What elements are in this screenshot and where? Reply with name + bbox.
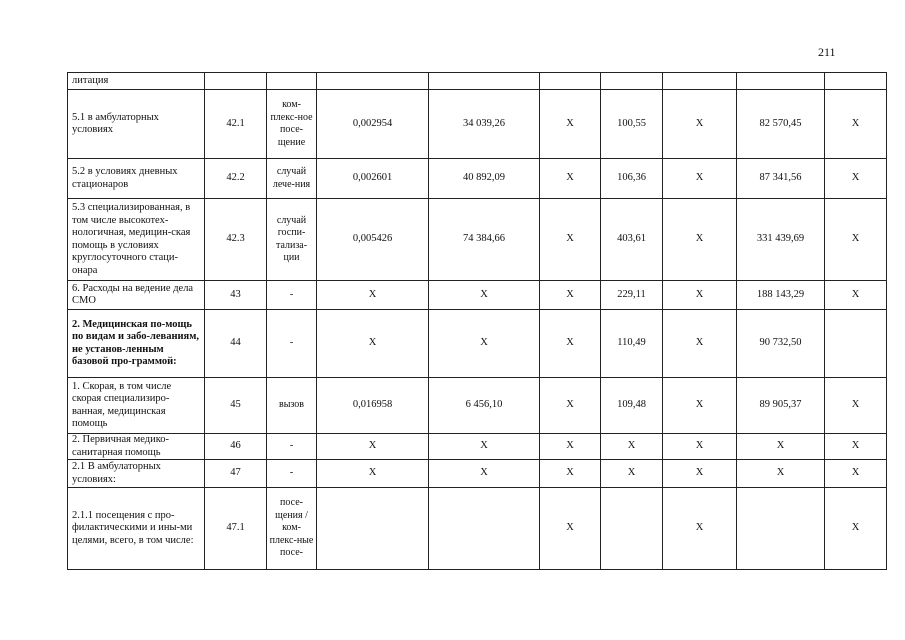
table-row [68,199,887,281]
cell: X [663,460,737,488]
row-name: литация [68,73,205,90]
cell: 0,016958 [317,378,429,434]
cell: 100,55 [601,90,663,159]
cell: X [825,159,887,199]
row-unit: - [267,460,317,488]
row-name: 2. Медицинская по-мощь по видам и забо-леваниям, не установ-ленным базовой про-граммой: [68,310,205,378]
cell: X [540,378,601,434]
row-code: 42.2 [205,159,267,199]
row-code: 42.1 [205,90,267,159]
table-row [68,310,887,378]
cell: X [540,434,601,460]
row-name: 5.3 специализированная, в том числе высокотех-нологичная, медицин-ская помощь в условиях круглосуточного стаци-онара [68,199,205,281]
row-code: 43 [205,281,267,310]
cell: X [737,460,825,488]
cell: X [825,460,887,488]
cell [601,73,663,90]
cell: X [663,488,737,570]
cell: 188 143,29 [737,281,825,310]
table-row [68,281,887,310]
cell: 89 905,37 [737,378,825,434]
row-unit: случай госпи-тализа-ции [267,199,317,281]
row-code: 46 [205,434,267,460]
cell [317,488,429,570]
cell: 331 439,69 [737,199,825,281]
cell: X [663,199,737,281]
cell: 87 341,56 [737,159,825,199]
cell: X [825,434,887,460]
cell: X [825,378,887,434]
cell: X [663,159,737,199]
cell: X [601,434,663,460]
cell: 82 570,45 [737,90,825,159]
row-code: 47.1 [205,488,267,570]
row-name: 2. Первичная медико-санитарная помощь [68,434,205,460]
cell: X [825,281,887,310]
cell: 90 732,50 [737,310,825,378]
row-code: 47 [205,460,267,488]
cell: X [825,90,887,159]
cell: 6 456,10 [429,378,540,434]
table-row [68,73,887,90]
cell: X [540,199,601,281]
cell: X [317,460,429,488]
row-unit: вызов [267,378,317,434]
row-unit: - [267,434,317,460]
row-name: 5.1 в амбулаторных условиях [68,90,205,159]
row-code: 45 [205,378,267,434]
row-unit: - [267,281,317,310]
page-number: 211 [818,45,836,59]
cell: 229,11 [601,281,663,310]
cell: 109,48 [601,378,663,434]
cell: X [663,434,737,460]
cell: X [540,460,601,488]
row-name: 5.2 в условиях дневных стационаров [68,159,205,199]
table-row [68,378,887,434]
cell: 40 892,09 [429,159,540,199]
cell: X [540,310,601,378]
cell: 0,005426 [317,199,429,281]
cell: X [601,460,663,488]
cell: X [429,310,540,378]
table-row [68,434,887,460]
cell: 110,49 [601,310,663,378]
cell: 74 384,66 [429,199,540,281]
cell: X [540,159,601,199]
cell: X [317,281,429,310]
cell [601,488,663,570]
cell: X [663,281,737,310]
row-unit: посе-щения / ком-плекс-ные посе- [267,488,317,570]
cell: X [540,90,601,159]
table-row [68,488,887,570]
row-unit: ком-плекс-ное посе-щение [267,90,317,159]
cell: X [663,310,737,378]
table-row [68,90,887,159]
row-code [205,73,267,90]
cell [317,73,429,90]
row-code: 44 [205,310,267,378]
cell: 34 039,26 [429,90,540,159]
cell [429,488,540,570]
cell: X [737,434,825,460]
cell: X [429,434,540,460]
cell [825,73,887,90]
row-name: 2.1.1 посещения с про-филактическими и ины-ми целями, всего, в том числе: [68,488,205,570]
cell: X [663,378,737,434]
cell: 106,36 [601,159,663,199]
table-row [68,159,887,199]
row-name: 2.1 В амбулаторных условиях: [68,460,205,488]
cell: 0,002601 [317,159,429,199]
row-unit [267,73,317,90]
row-code: 42.3 [205,199,267,281]
row-unit: случай лече-ния [267,159,317,199]
row-name: 6. Расходы на ведение дела СМО [68,281,205,310]
table-row [68,460,887,488]
row-name: 1. Скорая, в том числе скорая специализиро-ванная, медицинская помощь [68,378,205,434]
cell: 403,61 [601,199,663,281]
tariff-table [67,72,887,570]
cell [825,310,887,378]
cell: X [825,199,887,281]
cell [429,73,540,90]
cell: X [317,310,429,378]
cell: X [540,488,601,570]
cell: X [825,488,887,570]
cell: X [540,281,601,310]
cell [737,73,825,90]
cell [737,488,825,570]
cell: X [663,90,737,159]
cell: X [317,434,429,460]
cell [540,73,601,90]
cell [663,73,737,90]
cell: X [429,460,540,488]
row-unit: - [267,310,317,378]
cell: 0,002954 [317,90,429,159]
cell: X [429,281,540,310]
